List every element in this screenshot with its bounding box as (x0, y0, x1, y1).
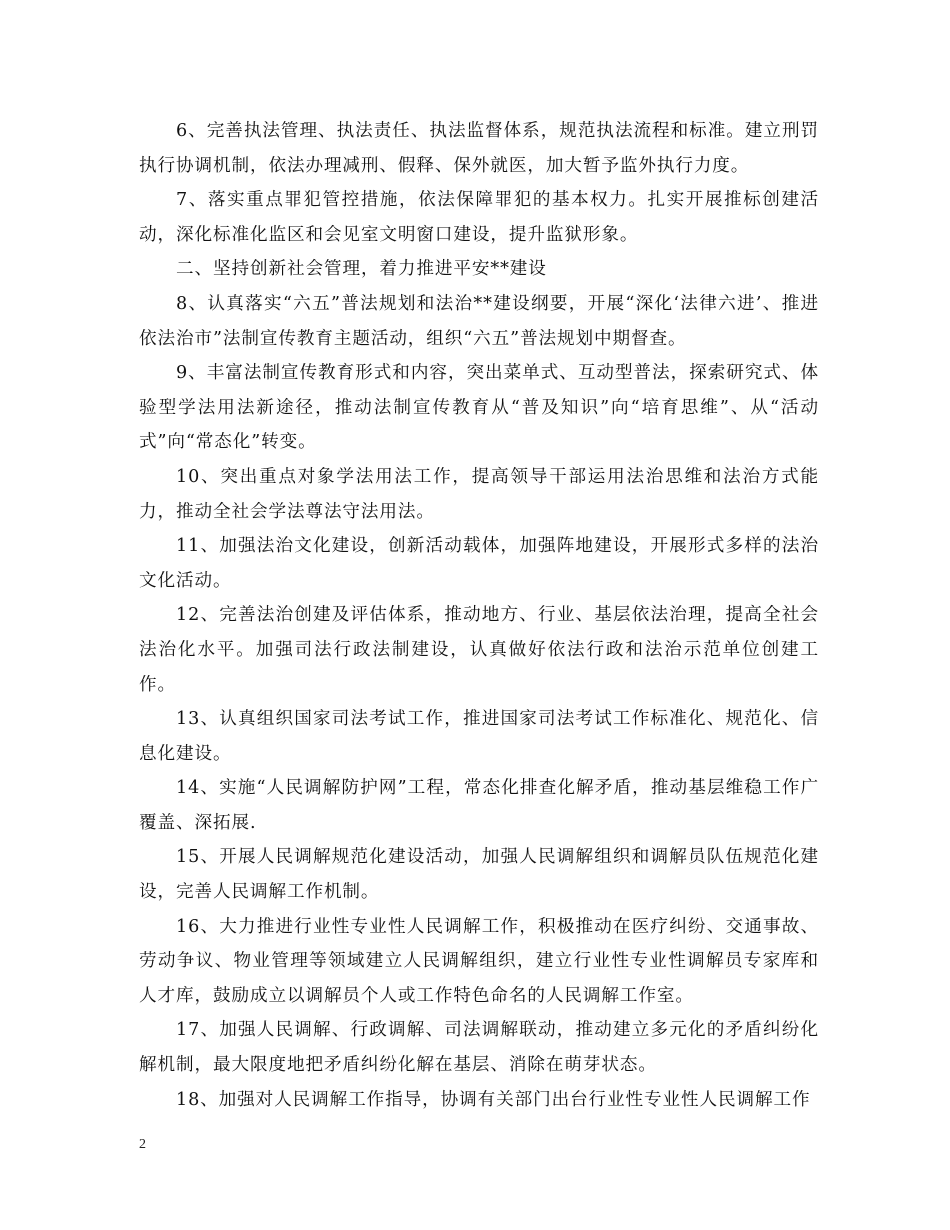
paragraph-9: 9、丰富法制宣传教育形式和内容，突出菜单式、互动型普法，探索研究式、体验型学法用法新途径，推动法制宣传教育从“普及知识”向“培育思维”、从“活动式”向“常态化”转变。 (139, 363, 819, 453)
document-body (139, 114, 819, 1117)
page-number: 2 (139, 1137, 146, 1152)
section-heading-2: 二、坚持创新社会管理，着力推进平安**建设 (176, 259, 547, 280)
paragraph-7: 7、落实重点罪犯管控措施，依法保障罪犯的基本权力。扎实开展推标创建活动，深化标准化监区和会见室文明窗口建设，提升监狱形象。 (139, 190, 819, 245)
paragraph-8: 8、认真落实“六五”普法规划和法治**建设纲要，开展“深化‘法律六进’、推进依法治市”法制宣传教育主题活动，组织“六五”普法规划中期督查。 (139, 293, 819, 349)
paragraph-11: 11、加强法治文化建设，创新活动载体，加强阵地建设，开展形式多样的法治文化活动。 (139, 536, 819, 591)
paragraph-15: 15、开展人民调解规范化建设活动，加强人民调解组织和调解员队伍规范化建设，完善人民调解工作机制。 (139, 847, 819, 903)
paragraph-6: 6、完善执法管理、执法责任、执法监督体系，规范执法流程和标准。建立刑罚执行协调机制，依法办理减刑、假释、保外就医，加大暂予监外执行力度。 (139, 121, 819, 176)
paragraph-16: 16、大力推进行业性专业性人民调解工作，积极推动在医疗纠纷、交通事故、劳动争议、物业管理等领域建立人民调解组织，建立行业性专业性调解员专家库和人才库，鼓励成立以调解员个人或工作特色命名的人民调解工作室。 (139, 916, 819, 1006)
paragraph-18: 18、加强对人民调解工作指导，协调有关部门出台行业性专业性人民调解工作 (176, 1089, 811, 1110)
paragraph-14: 14、实施“人民调解防护网”工程，常态化排查化解矛盾，推动基层维稳工作广覆盖、深拓展. (139, 778, 819, 833)
paragraph-17: 17、加强人民调解、行政调解、司法调解联动，推动建立多元化的矛盾纠纷化解机制，最大限度地把矛盾纠纷化解在基层、消除在萌芽状态。 (139, 1020, 819, 1076)
paragraph-12: 12、完善法治创建及评估体系，推动地方、行业、基层依法治理，提高全社会法治化水平。加强司法行政法制建设，认真做好依法行政和法治示范单位创建工作。 (139, 605, 819, 695)
paragraph-13: 13、认真组织国家司法考试工作，推进国家司法考试工作标准化、规范化、信息化建设。 (139, 709, 819, 764)
paragraph-10: 10、突出重点对象学法用法工作，提高领导干部运用法治思维和法治方式能力，推动全社会学法尊法守法用法。 (139, 466, 819, 522)
